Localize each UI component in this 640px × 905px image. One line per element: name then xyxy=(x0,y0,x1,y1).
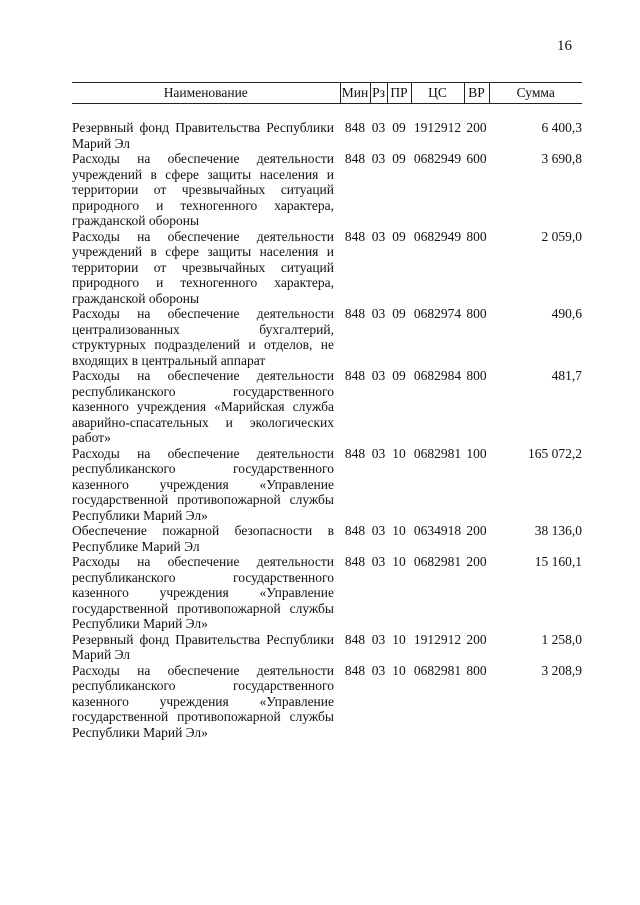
cell-vr: 200 xyxy=(466,523,487,538)
cell-name: Расходы на обеспечение деятельности учреждений в сфере защиты населения и территории от чрезвычайных ситуаций природного и техногенного характера, гражданской обороны xyxy=(72,228,334,306)
cell-vr: 800 xyxy=(466,228,487,244)
cell-pr: 09 xyxy=(392,151,406,166)
cell-pr: 10 xyxy=(392,445,406,461)
cell-cs: 1912912 xyxy=(413,120,462,135)
cell-pr: 10 xyxy=(392,631,406,647)
table-row xyxy=(72,446,582,524)
cell-vr: 200 xyxy=(466,120,487,135)
cell-sum: 2 059,0 xyxy=(541,228,582,244)
cell-cs: 0682981 xyxy=(413,445,462,461)
cell-vr: 200 xyxy=(466,554,487,569)
cell-min: 848 xyxy=(344,368,366,383)
cell-name: Расходы на обеспечение деятельности учреждений в сфере защиты населения и территории от чрезвычайных ситуаций природного и техногенного характера, гражданской обороны xyxy=(72,151,334,228)
cell-name: Резервный фонд Правительства Республики Марий Эл xyxy=(72,631,334,662)
table-header-row xyxy=(72,83,582,104)
cell-min: 848 xyxy=(344,662,366,678)
cell-min: 848 xyxy=(344,228,366,244)
cell-min: 848 xyxy=(344,151,366,166)
cell-rz: 03 xyxy=(371,554,386,569)
cell-sum: 15 160,1 xyxy=(534,554,582,569)
cell-min: 848 xyxy=(344,631,366,647)
cell-pr: 10 xyxy=(392,554,406,569)
page-number: 16 xyxy=(557,38,572,54)
header-vr: ВР xyxy=(464,83,489,104)
cell-sum: 38 136,0 xyxy=(534,523,582,538)
table-row xyxy=(72,306,582,368)
cell-rz: 03 xyxy=(371,445,386,461)
cell-pr: 09 xyxy=(392,368,406,383)
cell-name: Расходы на обеспечение деятельности централизованных бухгалтерий, структурных подразделений и отделов, не входящих в центральный аппарат xyxy=(72,306,334,368)
cell-rz: 03 xyxy=(371,523,386,538)
table-row xyxy=(72,151,582,229)
cell-sum: 1 258,0 xyxy=(541,631,582,647)
header-name: Наименование xyxy=(72,83,340,104)
cell-name: Расходы на обеспечение деятельности республиканского государственного казенного учреждения «Марийская служба аварийно-спасательных и экологических работ» xyxy=(72,368,334,445)
cell-name: Расходы на обеспечение деятельности республиканского государственного казенного учреждения «Управление государственной противопожарной службы Республики Марий Эл» xyxy=(72,554,334,631)
cell-sum: 165 072,2 xyxy=(528,445,582,461)
cell-cs: 0682984 xyxy=(413,368,462,383)
header-pr: ПР xyxy=(387,83,411,104)
cell-cs: 0682949 xyxy=(413,228,462,244)
cell-min: 848 xyxy=(344,306,366,321)
table-row xyxy=(72,229,582,307)
budget-table xyxy=(72,82,582,740)
cell-name: Расходы на обеспечение деятельности республиканского государственного казенного учреждения «Управление государственной противопожарной службы Республики Марий Эл» xyxy=(72,662,334,740)
header-min: Мин xyxy=(340,83,370,104)
cell-vr: 200 xyxy=(466,631,487,647)
cell-vr: 800 xyxy=(466,662,487,678)
table-row xyxy=(72,120,582,151)
cell-vr: 600 xyxy=(466,151,487,166)
cell-pr: 09 xyxy=(392,306,406,321)
cell-cs: 0634918 xyxy=(413,523,462,538)
header-rz: Рз xyxy=(370,83,387,104)
cell-cs: 0682981 xyxy=(413,554,462,569)
cell-min: 848 xyxy=(344,554,366,569)
cell-rz: 03 xyxy=(371,120,386,135)
cell-vr: 800 xyxy=(466,306,487,321)
header-cs: ЦС xyxy=(411,83,464,104)
table-row xyxy=(72,632,582,663)
cell-pr: 10 xyxy=(392,662,406,678)
cell-vr: 800 xyxy=(466,368,487,383)
cell-min: 848 xyxy=(344,120,366,135)
cell-cs: 0682981 xyxy=(413,662,462,678)
cell-rz: 03 xyxy=(371,631,386,647)
cell-pr: 09 xyxy=(392,228,406,244)
header-sum: Сумма xyxy=(489,83,582,104)
cell-pr: 10 xyxy=(392,523,406,538)
cell-rz: 03 xyxy=(371,662,386,678)
cell-sum: 6 400,3 xyxy=(541,120,582,135)
cell-sum: 3 690,8 xyxy=(541,151,582,166)
cell-sum: 481,7 xyxy=(551,368,582,383)
table-row xyxy=(72,523,582,554)
cell-pr: 09 xyxy=(392,120,406,135)
table-row xyxy=(72,663,582,741)
cell-cs: 0682974 xyxy=(413,306,462,321)
cell-min: 848 xyxy=(344,445,366,461)
cell-name: Расходы на обеспечение деятельности республиканского государственного казенного учреждения «Управление государственной противопожарной службы Республики Марий Эл» xyxy=(72,445,334,523)
cell-min: 848 xyxy=(344,523,366,538)
table-body xyxy=(72,104,582,741)
cell-rz: 03 xyxy=(371,306,386,321)
cell-rz: 03 xyxy=(371,151,386,166)
cell-rz: 03 xyxy=(371,228,386,244)
cell-sum: 3 208,9 xyxy=(541,662,582,678)
cell-name: Резервный фонд Правительства Республики Марий Эл xyxy=(72,120,334,151)
table-row xyxy=(72,554,582,632)
cell-cs: 0682949 xyxy=(413,151,462,166)
table-spacer xyxy=(72,104,582,121)
cell-rz: 03 xyxy=(371,368,386,383)
cell-vr: 100 xyxy=(466,445,487,461)
cell-name: Обеспечение пожарной безопасности в Республике Марий Эл xyxy=(72,523,334,554)
table-row xyxy=(72,368,582,446)
cell-sum: 490,6 xyxy=(551,306,582,321)
cell-cs: 1912912 xyxy=(413,631,462,647)
